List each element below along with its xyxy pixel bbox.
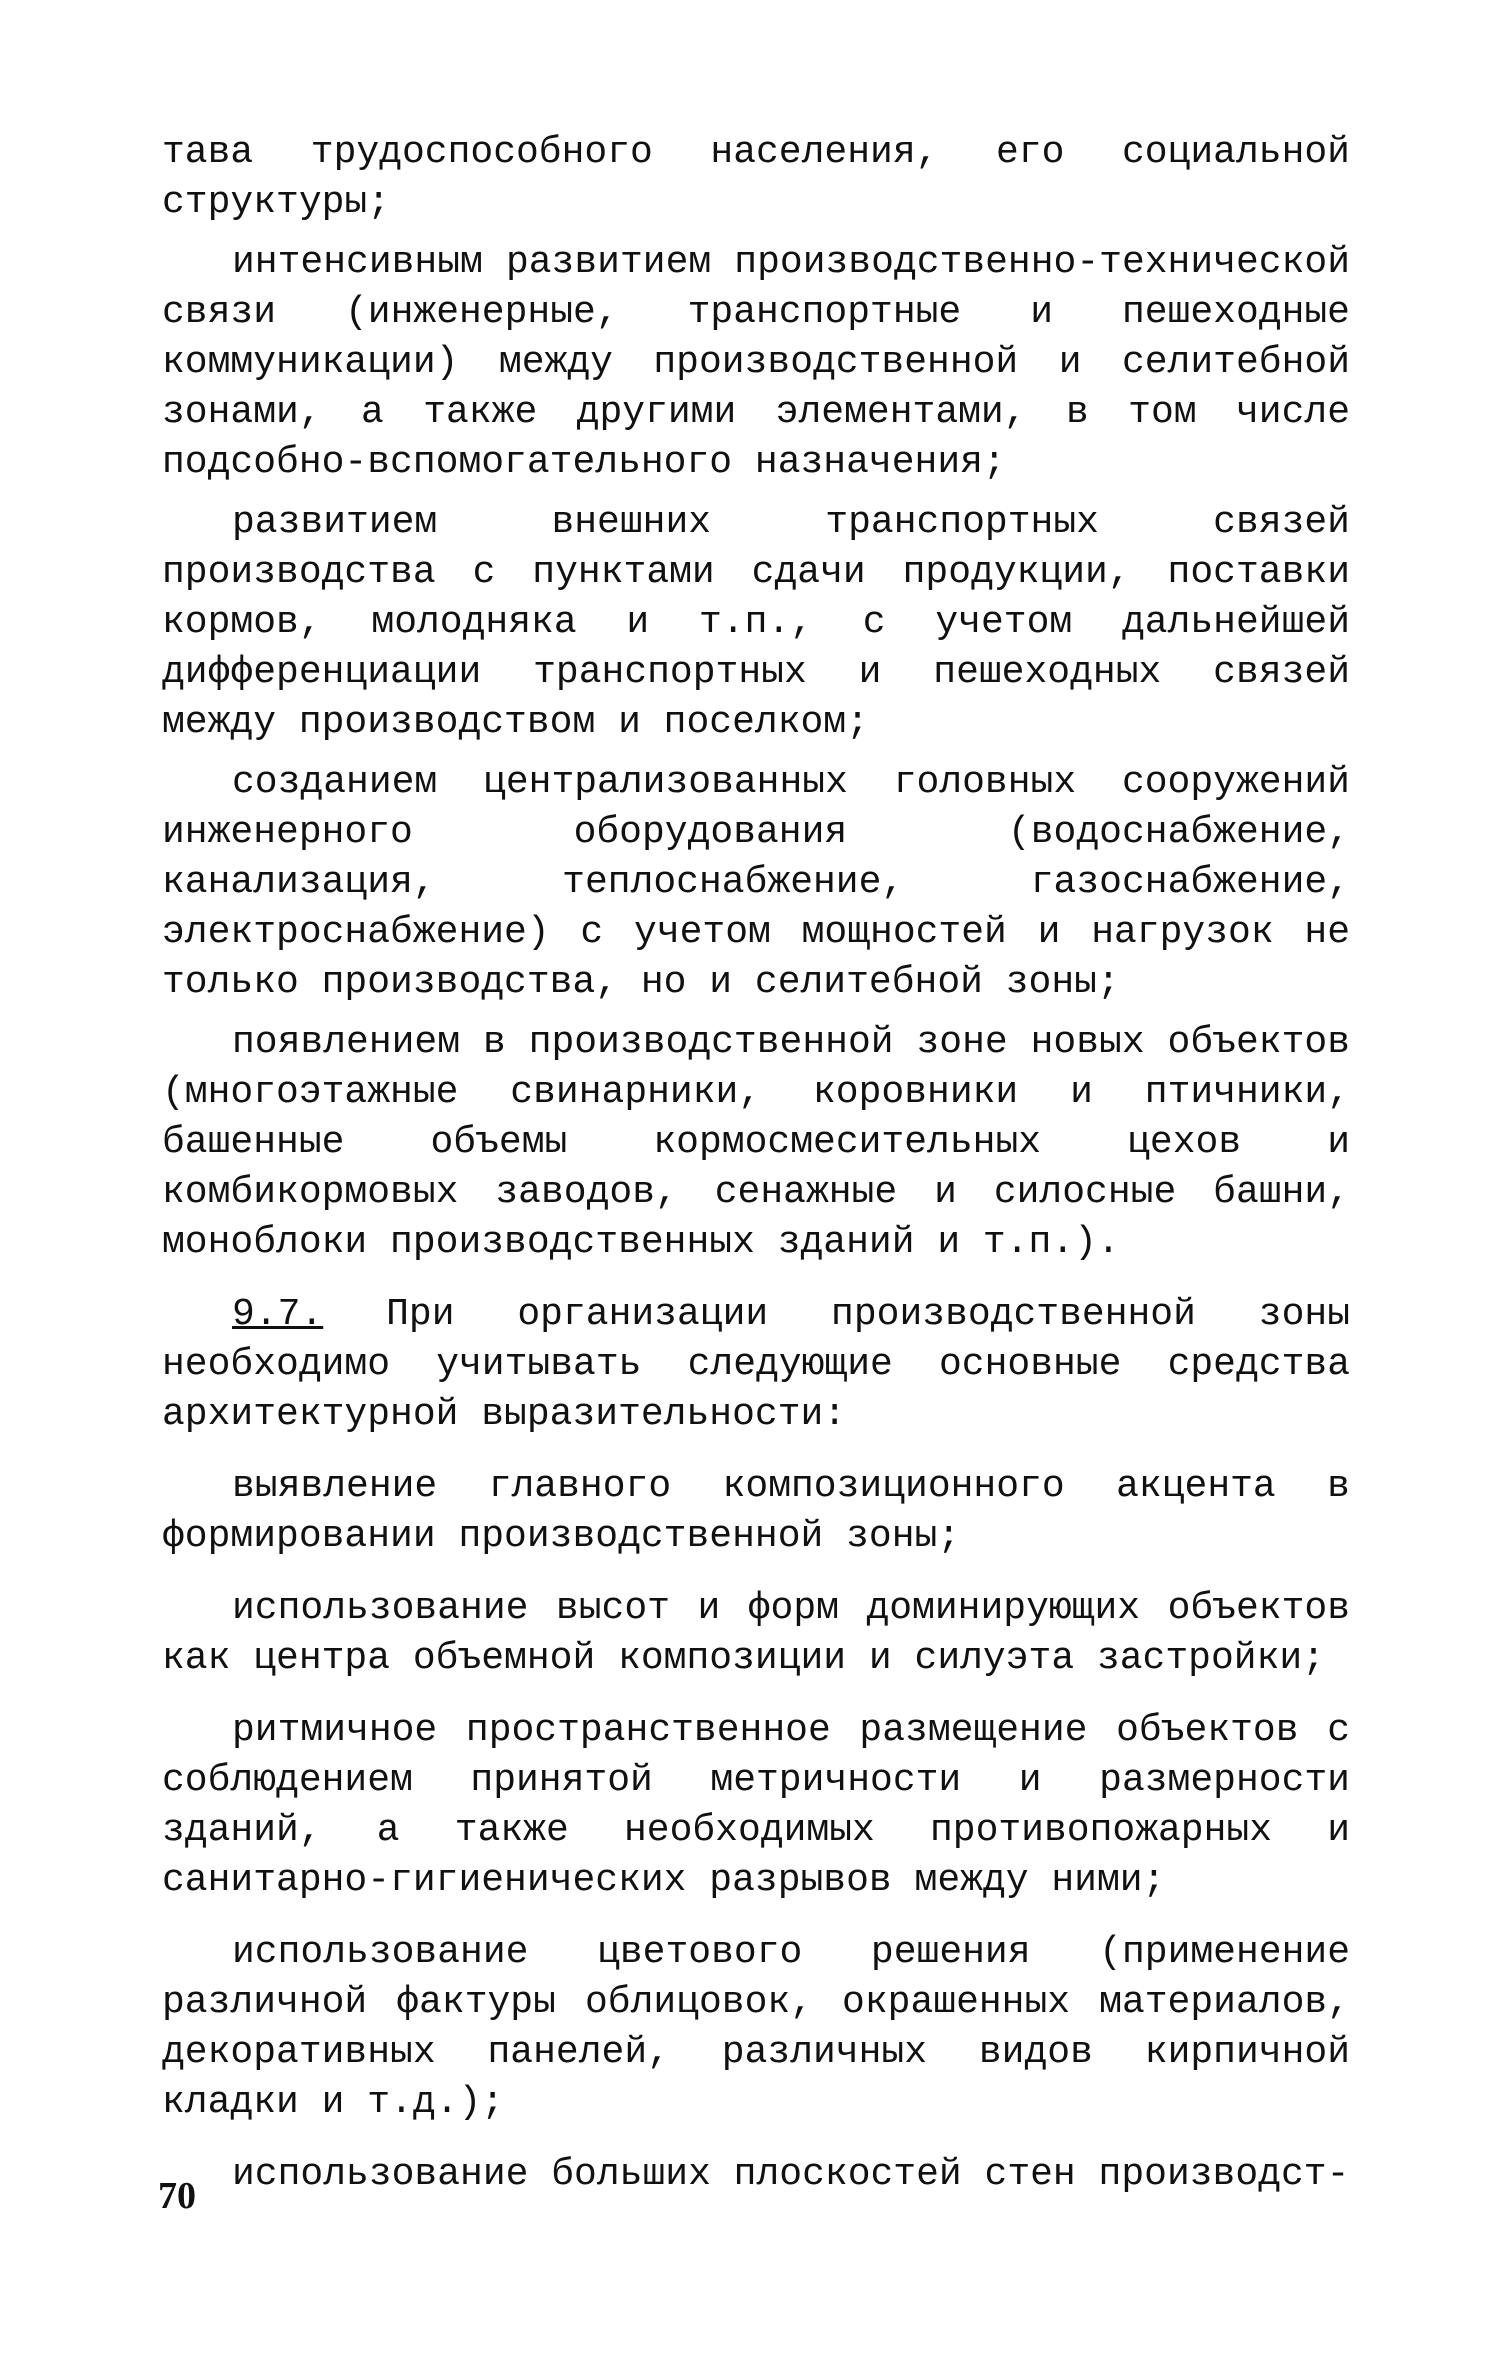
item-color-solution: использование цветового решения (применение различной фактуры облицовок, окрашенных материалов, декоративных панелей, различных видов кирпичной кладки и т.д.); bbox=[162, 1931, 1350, 2124]
item-dominant-objects: использование высот и форм доминирующих объектов как центра объемной композиции и силуэта застройки; bbox=[162, 1587, 1350, 1680]
item-large-wall-planes: использование больших плоскостей стен производст- bbox=[232, 2153, 1350, 2196]
section-9-7 bbox=[162, 1290, 1350, 1440]
section-text: При организации производственной зоны необходимо учитывать следующие основные средства архитектурной выразительности: bbox=[162, 1293, 1350, 1436]
page-body bbox=[162, 128, 1350, 2200]
paragraph-production-links: интенсивным развитием производственно-технической связи (инженерные, транспортные и пешеходные коммуникации) между производственной и селитебной зонами, а также другими элементами, в том числе подсобно-вспомогательного назначения; bbox=[162, 241, 1350, 484]
paragraph-new-objects: появлением в производственной зоне новых объектов (многоэтажные свинарники, коровники и птичники, башенные объемы кормосмесительных цехов и комбикормовых заводов, сенажные и силосные башни, моноблоки производственных зданий и т.п.). bbox=[162, 1021, 1350, 1264]
paragraph-external-transport: развитием внешних транспортных связей производства с пунктами сдачи продукции, поставки кормов, молодняка и т.п., с учетом дальнейшей дифференциации транспортных и пешеходных связей между производством и поселком; bbox=[162, 501, 1350, 744]
paragraph-continuation: тава трудоспособного населения, его социальной структуры; bbox=[162, 131, 1350, 224]
item-main-accent: выявление главного композиционного акцента в формировании производственной зоны; bbox=[162, 1465, 1350, 1558]
item-rhythmic-placement: ритмичное пространственное размещение объектов с соблюдением принятой метричности и размерности зданий, а также необходимых противопожарных и санитарно-гигиенических разрывов между ними; bbox=[162, 1709, 1350, 1902]
paragraph-engineering-facilities: созданием централизованных головных сооружений инженерного оборудования (водоснабжение, канализация, теплоснабжение, газоснабжение, электроснабжение) с учетом мощностей и нагрузок не только производства, но и селитебной зоны; bbox=[162, 761, 1350, 1004]
page-number: 70 bbox=[158, 2175, 196, 2217]
section-number: 9.7. bbox=[232, 1293, 324, 1336]
